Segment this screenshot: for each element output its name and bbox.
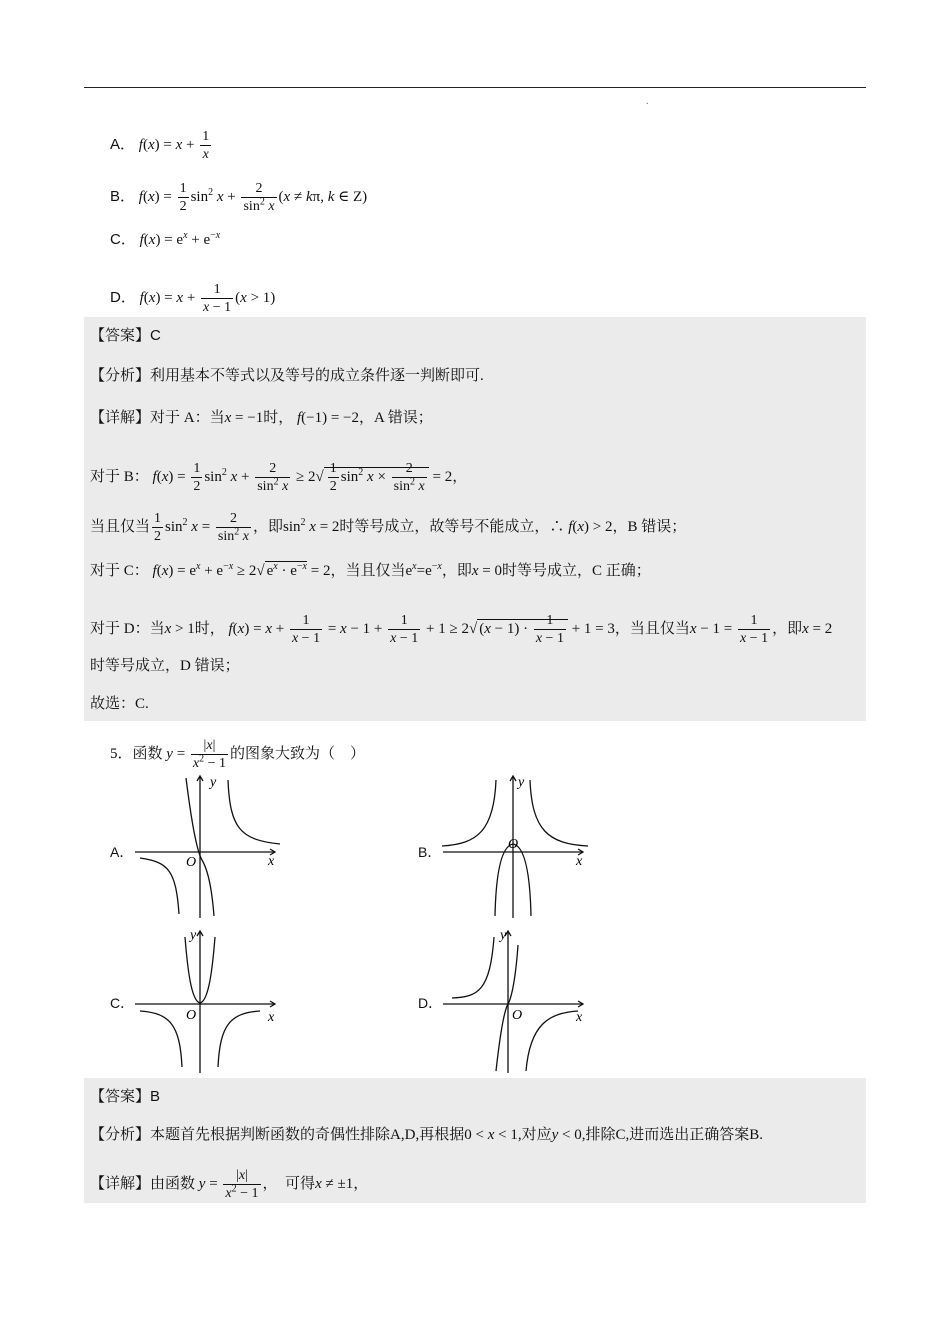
graph-a-axis-y: y [210, 775, 217, 790]
analysis-2-label: 【分析】 [90, 1127, 151, 1143]
graph-a [130, 770, 285, 920]
detail-1-b-equality: 当且仅当 $\frac{1}{2}$ $\sin^2 x$ = $\frac{2}{\sin^2 x}$ ，即$\sin^2 x = 2$时等号成立，故等号不能成立，∴ f(x) > 2，B 错误； [90, 511, 687, 544]
graph-b [438, 770, 593, 920]
option-d-label: D． [110, 288, 136, 306]
answer-1-value: C [150, 327, 161, 344]
question-5-suffix: 的图象大致为（ ） [230, 745, 366, 762]
graph-c-axis-y: y [190, 928, 197, 943]
analysis-1-label: 【分析】 [90, 368, 151, 384]
graph-d-label: D． [418, 995, 443, 1011]
graph-a-label: A． [110, 844, 134, 860]
option-a: A． f(x) = x + $\frac{1}{x}$ [110, 129, 210, 162]
graph-d-axis-y: y [500, 928, 507, 943]
graph-a-axis-x: x [268, 854, 275, 869]
question-5: 5．函数 y = $\frac{|x|}{x^2 - 1}$ 的图象大致为（ ） [110, 738, 366, 771]
detail-2: 【详解】由函数 y = $\frac{|x|}{x^2 - 1}$ ， 可得x ≠ ±1， [90, 1168, 369, 1201]
graph-b-axis-y: y [518, 775, 525, 790]
graph-d-axis-x: x [576, 1010, 583, 1025]
graph-d-origin: O [512, 1008, 523, 1023]
graph-b-origin: O [508, 837, 519, 852]
graph-b-axis-x: x [576, 854, 583, 869]
header-rule [84, 87, 866, 88]
answer-1-label: 【答案】 [90, 328, 151, 344]
graph-b-label: B． [418, 844, 442, 860]
graph-d [438, 925, 593, 1075]
detail-1-label: 【详解】 [90, 410, 151, 426]
analysis-1 [90, 366, 484, 386]
header-dot: . [646, 96, 649, 107]
option-a-label: A． [110, 135, 136, 153]
detail-1-conclusion: 故选：C. [90, 696, 149, 712]
answer-1 [90, 326, 161, 346]
detail-1-d: 对于 D：当x > 1时， f(x) = x + $\frac{1}{x - 1}$ = x − 1 + $\frac{1}{x - 1}$ + 1 ≥ 2√ (x − 1) · $\frac{1}{x - 1}$ + 1 = 3，当且仅当x − 1 = $\frac{1}{x - 1}$ ，即x = 2 [90, 613, 833, 646]
option-c: C． $f(x) = e^x + e^{-x}$ [110, 230, 221, 248]
option-d: D． f(x) = x + $\frac{1}{x - 1}$ (x > 1) [110, 282, 276, 315]
graph-c-origin: O [186, 1008, 197, 1023]
answer-2-label: 【答案】 [90, 1089, 151, 1105]
graph-c [130, 925, 285, 1075]
graph-c-axis-x: x [268, 1010, 275, 1025]
analysis-2: 【分析】本题首先根据判断函数的奇偶性排除A,D,再根据0 < x < 1,对应y < 0,排除C,进而选出正确答案B. [90, 1127, 764, 1143]
option-c-label: C． [110, 231, 136, 248]
answer-2-value: B [150, 1088, 161, 1105]
detail-1-a: 【详解】对于 A：当x = −1时， f(−1) = −2，A 错误； [90, 410, 433, 426]
answer-2 [90, 1087, 160, 1107]
option-b-label: B． [110, 187, 136, 205]
detail-1-c: 对于 C： $f(x) = e^x + e^{-x} \ge 2√$ $e^x \cdot e^{-x} = 2$，当且仅当$e^x=e^{-x}$，即x = 0时等号成立，C 正确； [90, 561, 651, 579]
question-5-number: 5．函数 [110, 745, 163, 762]
detail-1-b: 对于 B： f(x) = $\frac{1}{2}$ $\sin^2 x$ + $\frac{2}{\sin^2 x}$ ≥ 2√ $\frac{1}{2}$ $\sin^2 x$ × $\frac{2}{\sin^2 x}$ = 2， [90, 461, 468, 494]
option-b: B． f(x) = $\frac{1}{2}$ $\sin^2 x$ + $\frac{2}{\sin^2 x}$ (x ≠ kπ, k ∈ Z) [110, 181, 368, 214]
graph-c-label: C． [110, 995, 135, 1011]
detail-1-d-end: 时等号成立，D 错误； [90, 658, 240, 674]
analysis-1-text: 利用基本不等式以及等号的成立条件逐一判断即可. [150, 368, 484, 384]
graph-a-origin: O [186, 855, 197, 870]
detail-2-label: 【详解】 [90, 1175, 151, 1192]
